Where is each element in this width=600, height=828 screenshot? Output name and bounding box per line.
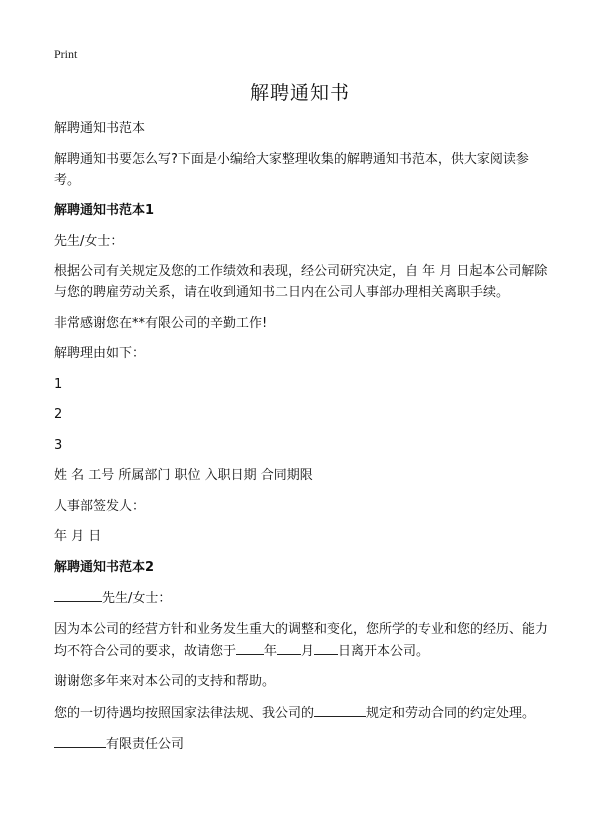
employee-fields-line: 姓 名 工号 所属部门 职位 入职日期 合同期限 bbox=[54, 468, 313, 483]
document-body bbox=[54, 118, 554, 765]
benefits-text-b: 规定和劳动合同的约定处理。 bbox=[366, 705, 536, 721]
benefits-text-a: 您的一切待遇均按照国家法律法规、我公司的 bbox=[54, 705, 315, 721]
date-line: 年 月 日 bbox=[54, 529, 102, 544]
rules-blank bbox=[314, 702, 366, 717]
notice-paragraph-2 bbox=[54, 619, 554, 662]
reasons-heading: 解聘理由如下： bbox=[54, 346, 146, 361]
benefits-paragraph bbox=[54, 702, 554, 724]
sample-1-heading: 解聘通知书范本1 bbox=[54, 203, 155, 218]
salutation-2 bbox=[54, 587, 554, 609]
salutation-2-text: 先生/女士： bbox=[102, 591, 172, 606]
salutation-1: 先生/女士： bbox=[54, 233, 124, 249]
hr-signer-line: 人事部签发人： bbox=[54, 498, 146, 514]
name-blank bbox=[54, 587, 102, 602]
reason-item-1: 1 bbox=[54, 376, 63, 392]
company-suffix: 有限责任公司 bbox=[106, 737, 185, 752]
day-text: 日离开本公司。 bbox=[338, 643, 430, 659]
company-signature-line bbox=[54, 733, 554, 755]
thanks-paragraph-1: 非常感谢您在**有限公司的辛勤工作! bbox=[54, 315, 268, 331]
notice-2-text: 因为本公司的经营方针和业务发生重大的调整和变化，您所学的专业和您的经历、能力均不符合公司的要求，故请您于 bbox=[54, 621, 549, 659]
subtitle-paragraph: 解聘通知书范本 bbox=[54, 121, 146, 136]
reason-item-3: 3 bbox=[54, 437, 63, 453]
year-blank bbox=[236, 640, 264, 655]
thanks-paragraph-2: 谢谢您多年来对本公司的支持和帮助。 bbox=[54, 674, 276, 689]
company-name-blank bbox=[54, 733, 106, 748]
document-title: 解聘通知书 bbox=[249, 82, 350, 104]
sample-2-heading: 解聘通知书范本2 bbox=[54, 559, 155, 575]
reason-item-2: 2 bbox=[54, 407, 63, 422]
month-blank bbox=[277, 640, 301, 655]
print-label: Print bbox=[54, 47, 78, 61]
day-blank bbox=[314, 640, 338, 655]
notice-paragraph-1: 根据公司有关规定及您的工作绩效和表现，经公司研究决定，自 年 月 日起本公司解除与您的聘雇劳动关系，请在收到通知书二日内在公司人事部办理相关离职手续。 bbox=[54, 264, 548, 300]
month-text: 月 bbox=[301, 643, 315, 659]
year-text: 年 bbox=[264, 643, 278, 659]
intro-paragraph: 解聘通知书要怎么写?下面是小编给大家整理收集的解聘通知书范本，供大家阅读参考。 bbox=[54, 151, 529, 188]
